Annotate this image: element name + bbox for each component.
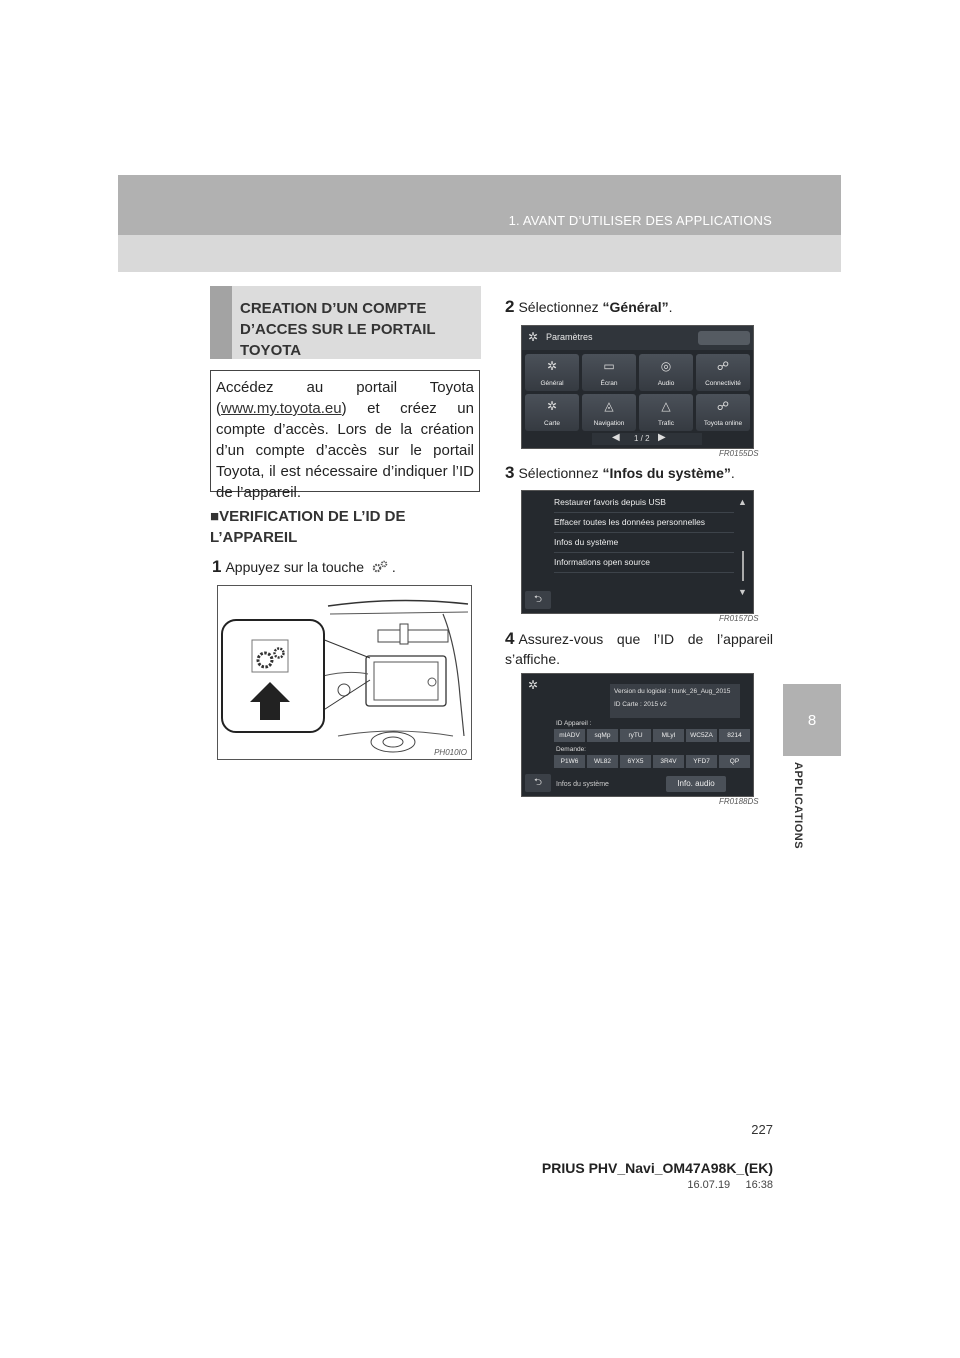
settings-gear-icon [371, 560, 389, 574]
scroll-up-icon[interactable]: ▲ [738, 497, 747, 507]
figure-code: FR0157DS [719, 614, 759, 623]
next-page-arrow[interactable]: ▶ [658, 432, 666, 443]
list-item[interactable]: Infos du système [554, 533, 734, 553]
figure-code: FR0188DS [719, 797, 759, 806]
settings-screen [521, 325, 754, 449]
info-box-body: Accédez au portail Toyota (www.my.toyota.eu) et créez un compte d’accès. Lors de la création d’un compte d’accès sur le portail Toyota, il est nécessaire d’indiquer l’ID de l’appareil. [210, 370, 480, 492]
tile-toyota-online[interactable] [696, 394, 750, 431]
back-button[interactable]: ⮌ [525, 774, 551, 792]
section-heading: ■VERIFICATION DE L’ID DE L’APPAREIL [210, 508, 406, 546]
audio-info-button[interactable]: Info. audio [666, 776, 726, 792]
id-cell: WL82 [587, 755, 618, 768]
id-cell: 6YX5 [620, 755, 651, 768]
info-box-title: CREATION D’UN COMPTE D’ACCES SUR LE PORTAIL TOYOTA [240, 300, 436, 359]
software-version: Version du logiciel : trunk_26_Aug_2015 [614, 688, 731, 695]
tile-général[interactable] [525, 354, 579, 391]
id-cell: P1W6 [554, 755, 585, 768]
tile-icon: ◬ [604, 399, 614, 413]
scrollbar[interactable] [742, 551, 744, 581]
screen-title: Paramètres [546, 332, 593, 342]
id-cell: ryTU [620, 729, 651, 742]
map-id: ID Carte : 2015 v2 [614, 701, 667, 708]
tile-carte[interactable] [525, 394, 579, 431]
id-cell: 8214 [719, 729, 750, 742]
back-button[interactable]: ⮌ [525, 591, 551, 609]
step-3: 3 Sélectionnez “Infos du système”. [505, 463, 735, 482]
dashboard-illustration [217, 585, 472, 760]
page-indicator: 1 / 2 [634, 434, 650, 443]
header-subband [118, 235, 841, 272]
id-cell: MLyI [653, 729, 684, 742]
id-cell: QP [719, 755, 750, 768]
page-number: 227 [751, 1122, 773, 1137]
tile-icon: ▭ [603, 359, 615, 373]
tile-trafic[interactable] [639, 394, 693, 431]
system-info-screen [521, 673, 754, 797]
id-cell: WC5ZA [686, 729, 717, 742]
print-date: 16.07.19 16:38 [687, 1179, 773, 1191]
toyota-portal-link[interactable]: www.my.toyota.eu [221, 400, 342, 417]
tile-icon: ☍ [716, 359, 730, 373]
tile-icon: △ [661, 399, 671, 413]
tile-icon: ◎ [660, 359, 672, 373]
id-cell: sqMp [587, 729, 618, 742]
chapter-tab: 8 [783, 684, 841, 756]
id-cell: 3R4V [653, 755, 684, 768]
list-item[interactable]: Restaurer favoris depuis USB [554, 493, 734, 513]
settings-icon: ✲ [528, 678, 539, 692]
list-item[interactable]: Informations open source [554, 553, 734, 573]
tile-écran[interactable] [582, 354, 636, 391]
tile-connectivité[interactable] [696, 354, 750, 391]
tile-label: Écran [600, 380, 618, 387]
tile-label: Carte [544, 420, 560, 427]
step-4: 4 Assurez-vous que l’ID de l’appareil s’affiche. [505, 629, 773, 667]
tile-audio[interactable] [639, 354, 693, 391]
list-item[interactable]: Effacer toutes les données personnelles [554, 513, 734, 533]
tile-label: Connectivité [705, 380, 741, 387]
tile-icon: ✲ [546, 399, 558, 413]
scroll-down-icon[interactable]: ▼ [738, 587, 747, 597]
section-title: 1. AVANT D’UTILISER DES APPLICATIONS [508, 213, 772, 228]
tile-label: Trafic [657, 420, 674, 427]
prev-page-arrow[interactable]: ◀ [612, 432, 620, 443]
info-box-accent [210, 286, 232, 359]
tile-icon: ✲ [546, 359, 558, 373]
step-1: 1 Appuyez sur la touche . [212, 557, 396, 576]
step-2: 2 Sélectionnez “Général”. [505, 297, 673, 316]
tile-label: Navigation [593, 420, 625, 427]
tile-icon: ☍ [716, 399, 730, 413]
tile-label: Général [540, 380, 564, 387]
status-bar [698, 331, 750, 345]
chapter-label: APPLICATIONS [792, 762, 804, 850]
settings-icon: ✲ [528, 330, 539, 344]
id-cell: YFD7 [686, 755, 717, 768]
request-label: Demande: [556, 746, 586, 753]
general-settings-screen [521, 490, 754, 614]
tile-label: Toyota online [703, 420, 743, 427]
figure-code: PH010IO [434, 748, 467, 757]
figure-code: FR0155DS [719, 449, 759, 458]
device-id-label: ID Appareil : [556, 720, 592, 727]
id-cell: mIADV [554, 729, 585, 742]
tile-label: Audio [657, 380, 675, 387]
document-id: PRIUS PHV_Navi_OM47A98K_(EK) [541, 1160, 773, 1176]
screen-footer-label: Infos du système [556, 781, 609, 788]
tile-navigation[interactable] [582, 394, 636, 431]
